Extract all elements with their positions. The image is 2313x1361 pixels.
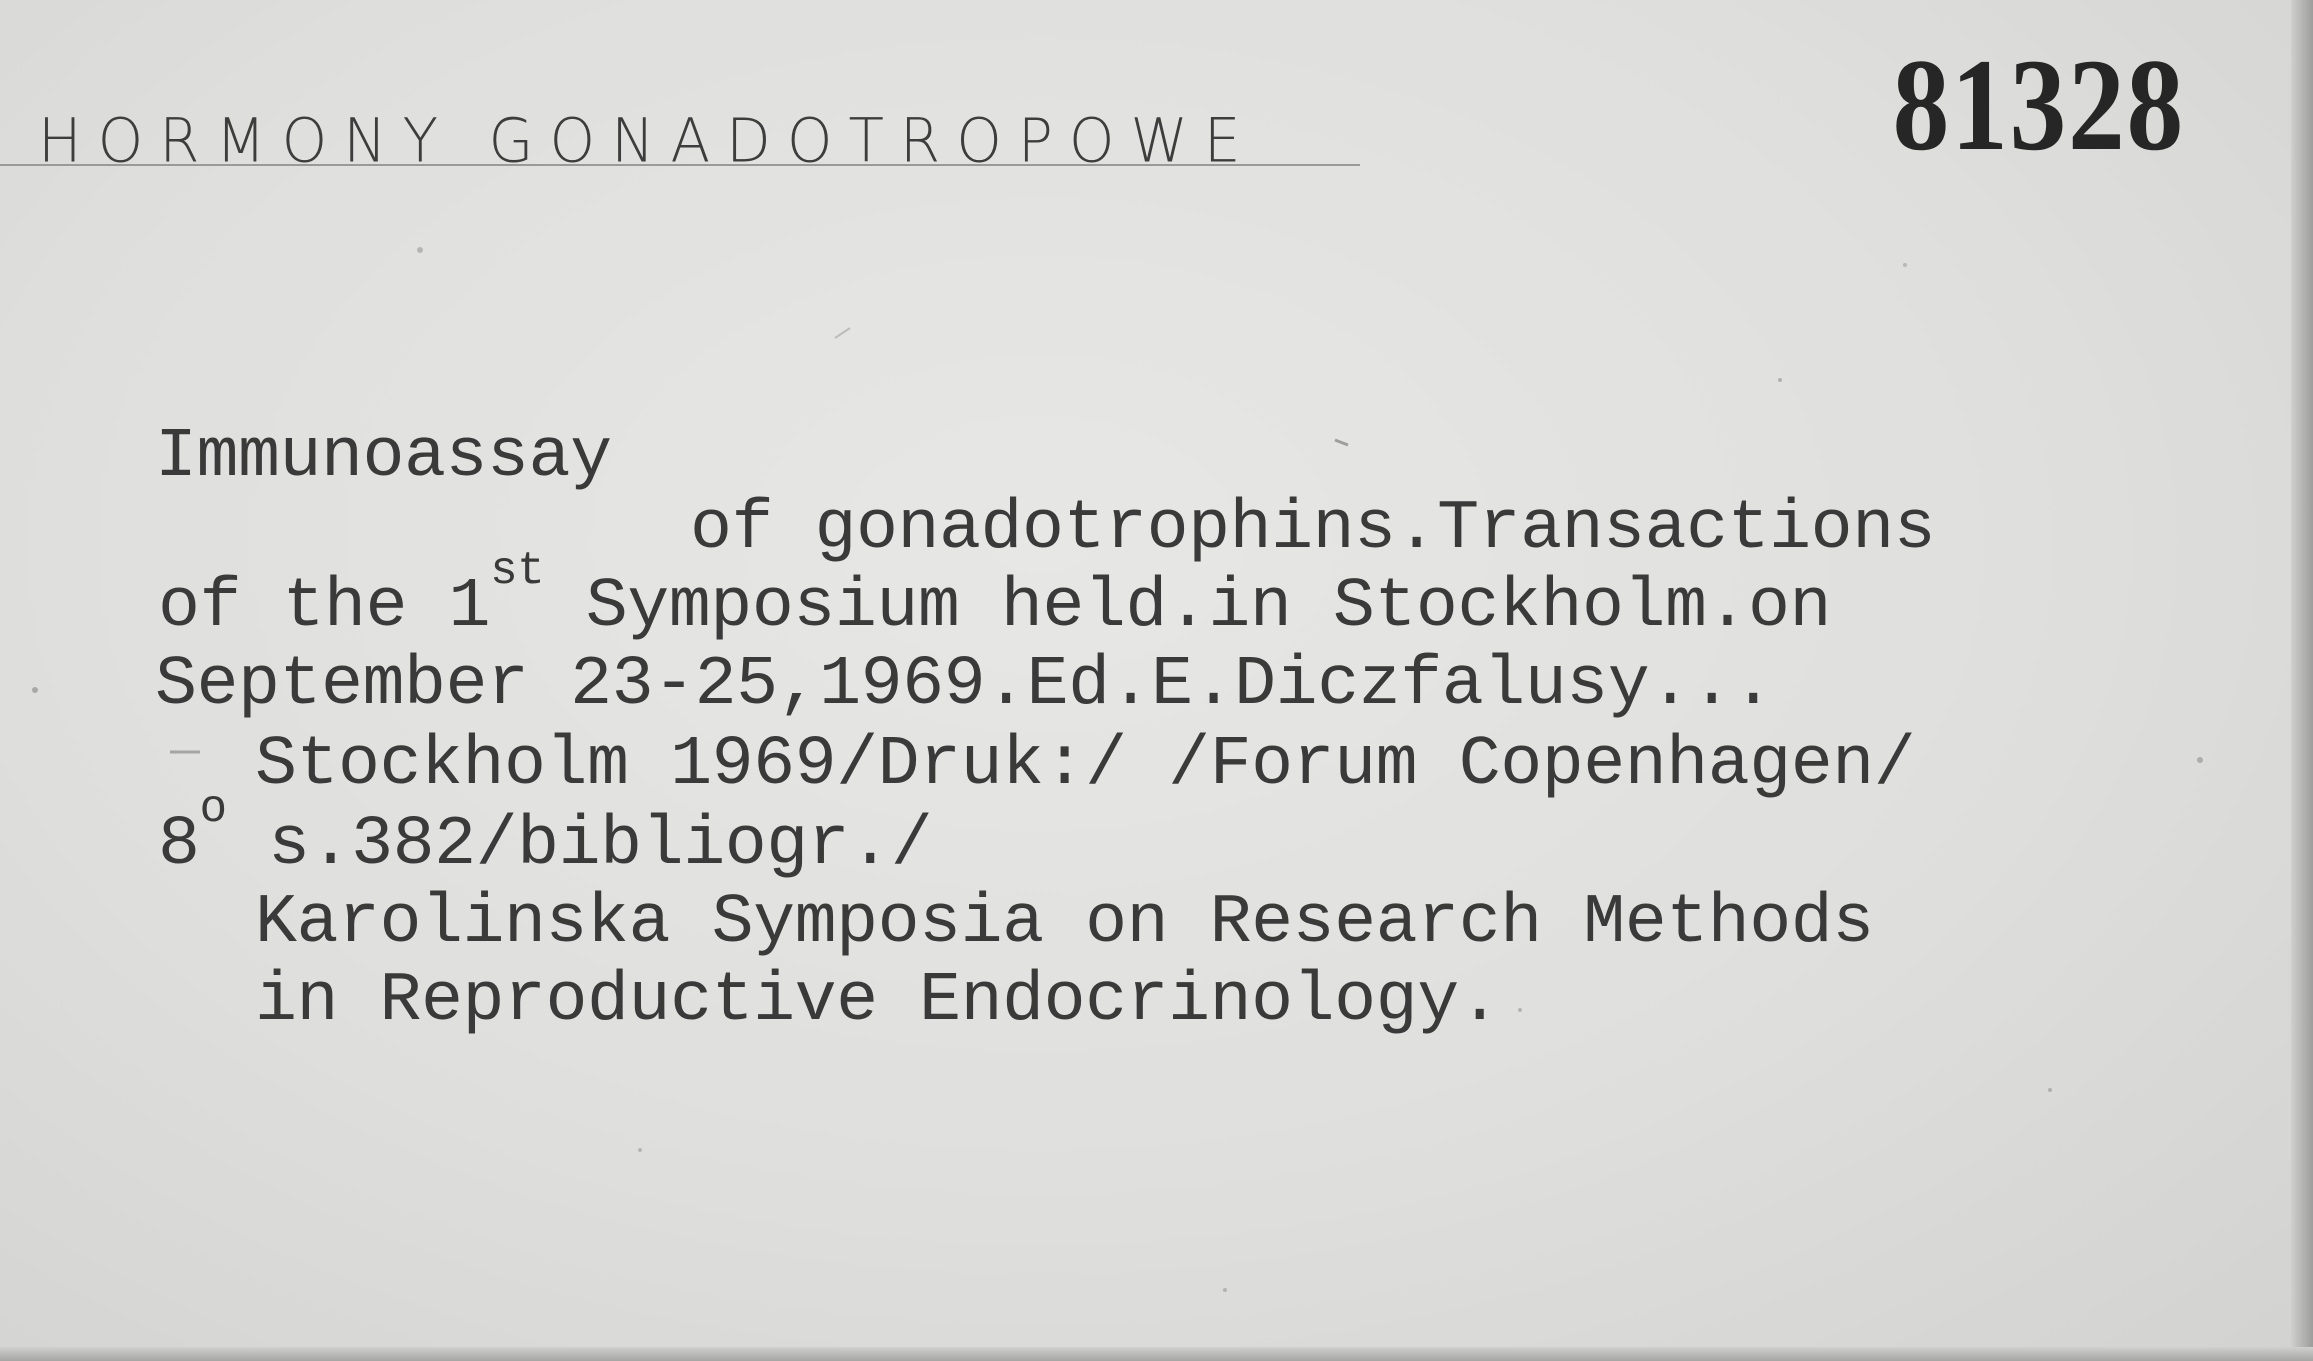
series-line-2: in Reproductive Endocrinology.	[255, 962, 1501, 1041]
degree-superscript: o	[199, 783, 227, 835]
entry-line-2	[158, 545, 1831, 647]
entry-line-2-start: of the 1	[158, 568, 491, 647]
subject-heading: HORMONY GONADOTROPOWE	[38, 105, 1257, 177]
card-right-edge	[2291, 0, 2313, 1361]
pages-bibliography: s.382/bibliogr./	[226, 806, 933, 885]
ordinal-superscript: st	[490, 545, 545, 597]
entry-line-1: of gonadotrophins.Transactions	[690, 490, 1936, 569]
card-bottom-edge	[0, 1347, 2313, 1361]
card-number: 81328	[1892, 31, 2185, 178]
entry-line-2-end: Symposium held.in Stockholm.on	[544, 568, 1831, 647]
entry-title-word: Immunoassay	[155, 418, 612, 497]
heading-rule	[0, 164, 1360, 166]
entry-line-5	[158, 783, 933, 885]
format-number: 8	[158, 806, 200, 885]
entry-line-4: Stockholm 1969/Druk:/ /Forum Copenhagen/	[255, 726, 1916, 805]
series-line-1: Karolinska Symposia on Research Methods	[255, 884, 1874, 963]
entry-line-3: September 23-25,1969.Ed.E.Diczfalusy...	[155, 646, 1774, 725]
